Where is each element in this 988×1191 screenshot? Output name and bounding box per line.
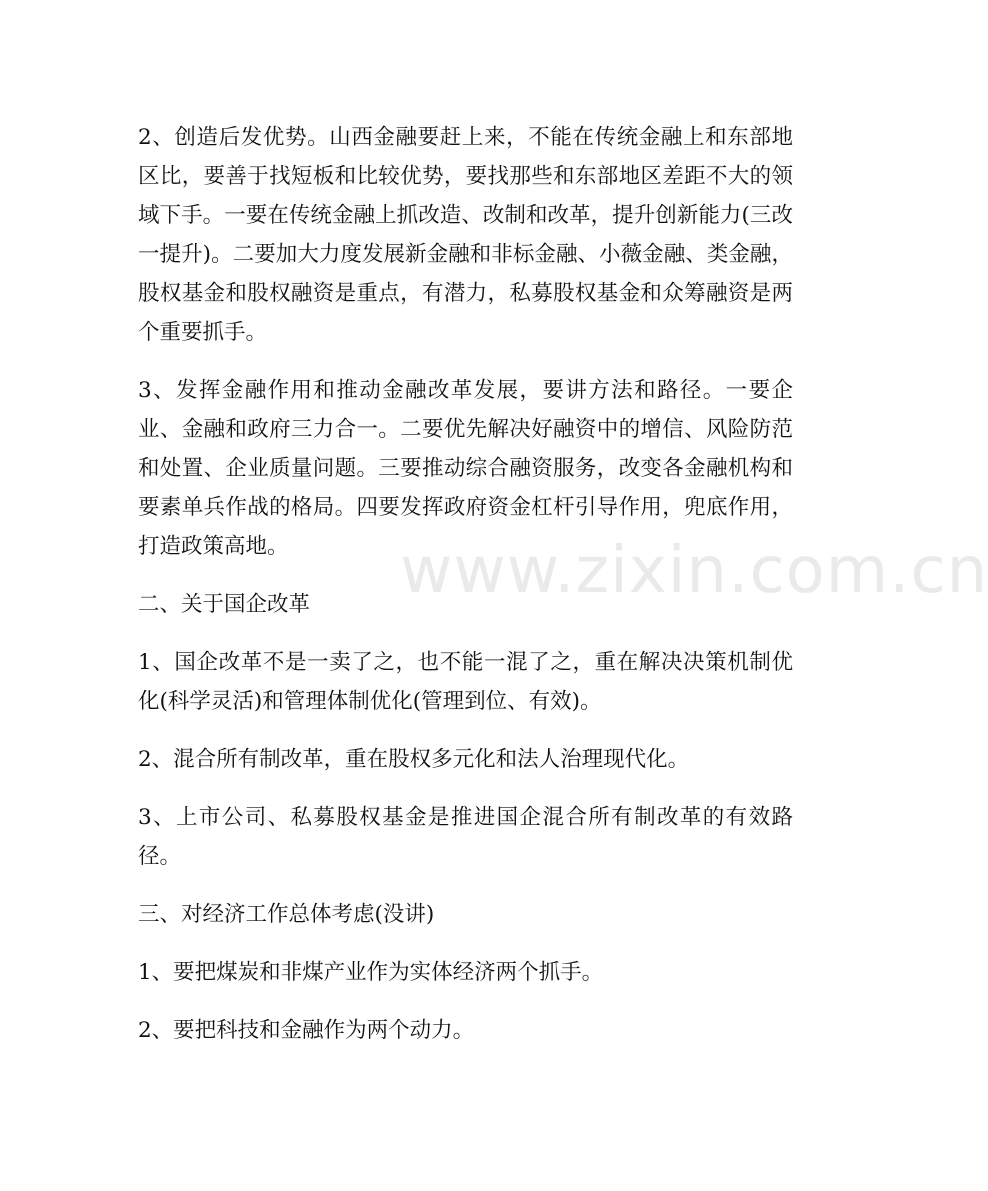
watermark-text: www.zixin.com.cn [400, 534, 988, 608]
paragraph-soe-reform-2: 2、混合所有制改革，重在股权多元化和法人治理现代化。 [138, 747, 690, 772]
paragraph-soe-reform-3: 3、上市公司、私募股权基金是推进国企混合所有制改革的有效路径。 [138, 805, 793, 869]
paragraph-economic-work-2: 2、要把科技和金融作为两个动力。 [138, 1018, 475, 1043]
document-body [138, 118, 793, 1050]
paragraph-soe-reform-1: 1、国企改革不是一卖了之，也不能一混了之，重在解决决策机制优化(科学灵活)和管理体制优化(管理到位、有效)。 [138, 650, 793, 714]
paragraph-finance-advantage: 2、创造后发优势。山西金融要赶上来，不能在传统金融上和东部地区比，要善于找短板和比较优势，要找那些和东部地区差距不大的领域下手。一要在传统金融上抓改造、改制和改革，提升创新能力(三改一提升)。二要加大力度发展新金融和非标金融、小薇金融、类金融，股权基金和股权融资是重点，有潜力，私募股权基金和众筹融资是两个重要抓手。 [138, 125, 793, 345]
section-heading-economic-work: 三、对经济工作总体考虑(没讲) [138, 902, 435, 927]
paragraph-economic-work-1: 1、要把煤炭和非煤产业作为实体经济两个抓手。 [138, 960, 604, 985]
paragraph-finance-reform-method: 3、发挥金融作用和推动金融改革发展，要讲方法和路径。一要企业、金融和政府三力合一。二要优先解决好融资中的增信、风险防范和处置、企业质量问题。三要推动综合融资服务，改变各金融机构和要素单兵作战的格局。四要发挥政府资金杠杆引导作用，兜底作用，打造政策高地。 [138, 378, 793, 559]
section-heading-soe-reform: 二、关于国企改革 [138, 592, 311, 617]
